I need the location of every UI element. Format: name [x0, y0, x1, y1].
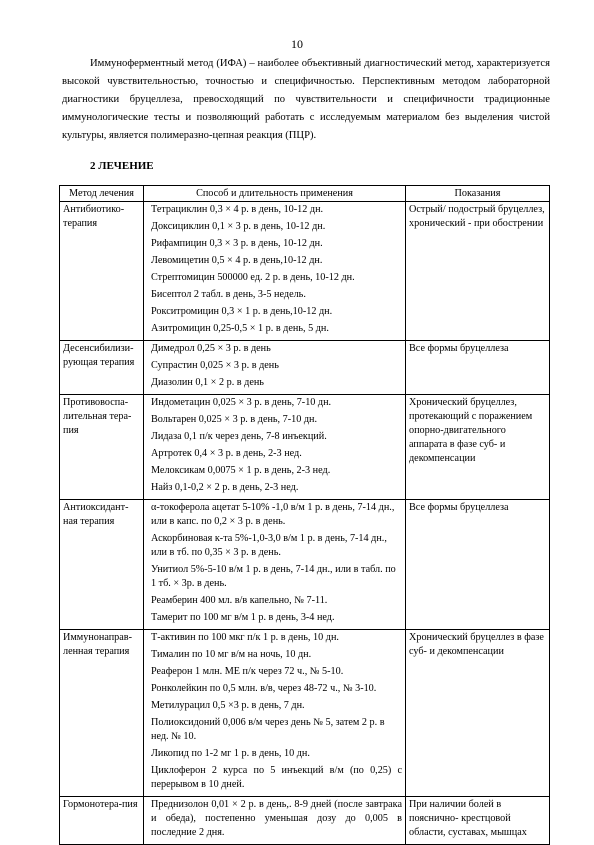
indications-cell: Острый/ подострый бруцеллез, хронический - при обострении [406, 202, 550, 341]
application-line: Диазолин 0,1 × 2 р. в день [151, 377, 264, 388]
application-line: Реаферон 1 млн. МЕ п/к через 72 ч., № 5-10. [151, 666, 344, 677]
application-line: Циклоферон 2 курса по 5 инъекций в/м (по 0,25) с перерывом в 10 дней. [151, 765, 402, 790]
application-line: Реамберин 400 мл. в/в капельно, № 7-11. [151, 595, 328, 606]
application-line: Лидаза 0,1 п/к через день, 7-8 инъекций. [151, 431, 327, 442]
application-line: Мелоксикам 0,0075 × 1 р. в день, 2-3 нед. [151, 465, 331, 476]
application-line: Димедрол 0,25 × 3 р. в день [151, 343, 271, 354]
method-cell: Десенсибилизи-рующая терапия [60, 341, 144, 395]
table-header-row [60, 186, 550, 202]
application-line: Рифампицин 0,3 × 3 р. в день, 10-12 дн. [151, 238, 323, 249]
header-method: Метод лечения [60, 186, 144, 202]
application-line: Аскорбиновая к-та 5%-1,0-3,0 в/м 1 р. в день, 7-14 дн., или в тб. по 0,35 × 3 р. в день. [151, 533, 387, 558]
table-row [60, 341, 550, 395]
page-number: 10 [291, 37, 303, 51]
application-cell [144, 797, 406, 845]
section-heading: 2 ЛЕЧЕНИЕ [90, 160, 154, 172]
application-line: Тамерит по 100 мг в/м 1 р. в день, 3-4 нед. [151, 612, 335, 623]
application-line: Метилурацил 0,5 ×3 р. в день, 7 дн. [151, 700, 305, 711]
method-cell: Противовоспа-лительная тера-пия [60, 395, 144, 500]
application-line: Левомицетин 0,5 × 4 р. в день,10-12 дн. [151, 255, 323, 266]
application-line: Вольтарен 0,025 × 3 р. в день, 7-10 дн. [151, 414, 318, 425]
application-line: Азитромицин 0,25-0,5 × 1 р. в день, 5 дн. [151, 323, 329, 334]
application-cell [144, 500, 406, 630]
application-cell [144, 341, 406, 395]
application-line: Стрептомицин 500000 ед. 2 р. в день, 10-12 дн. [151, 272, 355, 283]
indications-cell: Все формы бруцеллеза [406, 341, 550, 395]
application-cell [144, 630, 406, 797]
header-indications: Показания [406, 186, 550, 202]
table-row [60, 797, 550, 845]
table-row [60, 630, 550, 797]
application-line: α-токоферола ацетат 5-10% -1,0 в/м 1 р. в день, 7-14 дн., или в капс. по 0,2 × 3 р. в день. [151, 502, 395, 527]
application-line: Полиоксидоний 0,006 в/м через день № 5, затем 2 р. в нед. № 10. [151, 717, 385, 742]
application-line: Преднизолон 0,01 × 2 р. в день,. 8-9 дней (после завтрака и обеда), постепенно уменьшая дозу до 0,005 в последние 2 дня. [151, 799, 402, 838]
indications-cell: Хронический бруцеллез, протекающий с поражением опорно-двигательного аппарата в фазе суб- и декомпенсации [406, 395, 550, 500]
indications-cell: При наличии болей в пояснично- крестцовой области, суставах, мышцах [406, 797, 550, 845]
table-row [60, 202, 550, 341]
method-cell: Гормонотера-пия [60, 797, 144, 845]
table-row [60, 500, 550, 630]
application-line: Индометацин 0,025 × 3 р. в день, 7-10 дн. [151, 397, 332, 408]
application-line: Артротек 0,4 × 3 р. в день, 2-3 нед. [151, 448, 302, 459]
indications-cell: Все формы бруцеллеза [406, 500, 550, 630]
application-line: Супрастин 0,025 × 3 р. в день [151, 360, 279, 371]
method-cell: Антибиотико-терапия [60, 202, 144, 341]
application-line: Т-активин по 100 мкг п/к 1 р. в день, 10 дн. [151, 632, 339, 643]
application-cell [144, 202, 406, 341]
treatment-table [59, 185, 550, 845]
table-row [60, 395, 550, 500]
application-line: Тималин по 10 мг в/м на ночь, 10 дн. [151, 649, 312, 660]
application-line: Ронколейкин по 0,5 млн. в/в, через 48-72 ч., № 3-10. [151, 683, 377, 694]
method-cell: Антиоксидант-ная терапия [60, 500, 144, 630]
application-line: Унитиол 5%-5-10 в/м 1 р. в день, 7-14 дн., или в табл. по 1 тб. × 3р. в день. [151, 564, 396, 589]
application-line: Бисептол 2 табл. в день, 3-5 недель. [151, 289, 306, 300]
application-line: Доксициклин 0,1 × 3 р. в день, 10-12 дн. [151, 221, 326, 232]
method-cell: Иммунонаправ-ленная терапия [60, 630, 144, 797]
application-line: Найз 0,1-0,2 × 2 р. в день, 2-3 нед. [151, 482, 299, 493]
header-application: Способ и длительность применения [144, 186, 406, 202]
application-line: Ликопид по 1-2 мг 1 р. в день, 10 дн. [151, 748, 310, 759]
indications-cell: Хронический бруцеллез в фазе суб- и декомпенсации [406, 630, 550, 797]
application-line: Тетрациклин 0,3 × 4 р. в день, 10-12 дн. [151, 204, 324, 215]
application-line: Рокситромицин 0,3 × 1 р. в день,10-12 дн. [151, 306, 333, 317]
intro-paragraph: Иммуноферментный метод (ИФА) – наиболее объективный диагностический метод, характеризуется высокой чувствительностью, точностью и специфичностью. Перспективным методом лабораторной диагностики бруцеллеза, превосходящий по чувствительности и специфичности традиционные иммунологические тесты и позволяющий работать с исследуемым материалом без выделения чистой культуры, является полимеразно-цепная реакция (ПЦР). [62, 58, 550, 141]
application-cell [144, 395, 406, 500]
